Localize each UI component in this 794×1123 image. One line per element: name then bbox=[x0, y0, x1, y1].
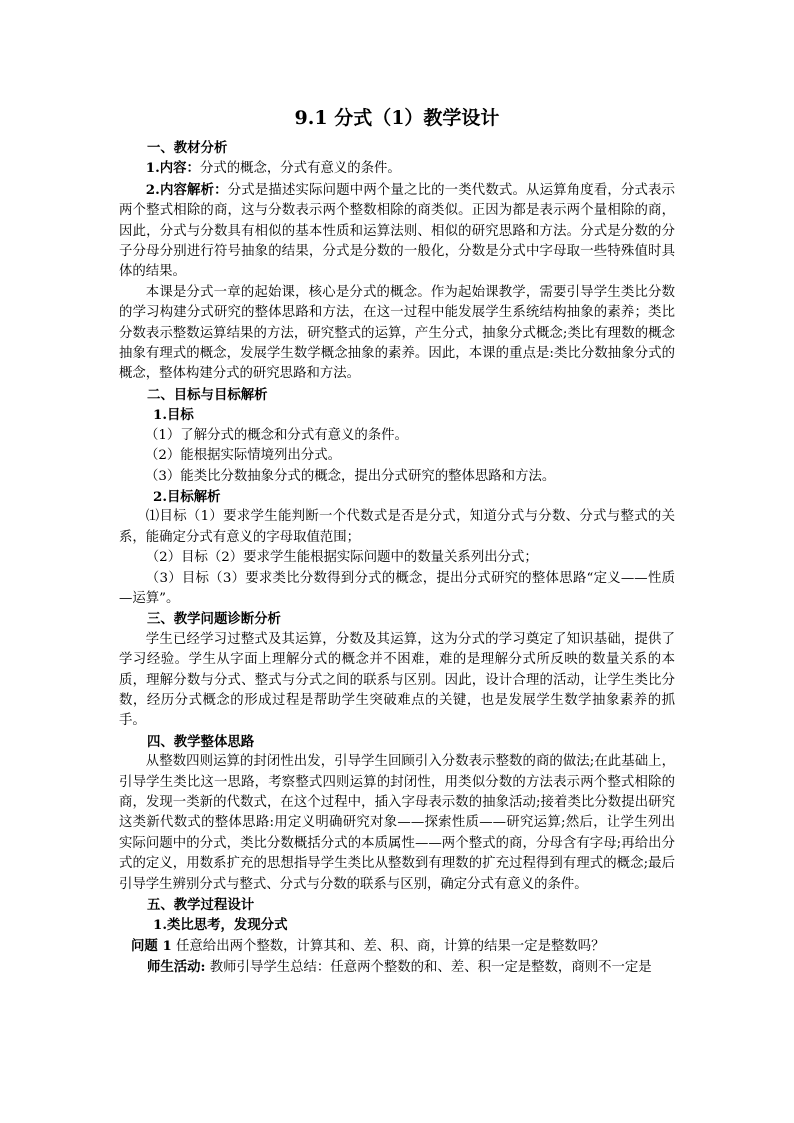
teacher-student-activity bbox=[119, 957, 675, 978]
section-heading-2: 二、目标与目标解析 bbox=[147, 386, 268, 403]
goal-analysis-1: ⑴目标（1）要求学生能判断一个代数式是否是分式，知道分式与分数、分式与整式的关系，能确定分式有意义的字母取值范围； bbox=[119, 509, 675, 545]
section-heading-1: 一、教材分析 bbox=[147, 140, 228, 156]
overall-idea-paragraph: 从整数四则运算的封闭性出发，引导学生回顾引入分数表示整数的商的做法;在此基础上，引导学生类比这一思路，考察整式四则运算的封闭性，用类似分数的方法表示两个整式相除的商，发现一类新的代数式，在这个过程中，插入字母表示数的抽象活动;接着类比分数提出研究这类新代数式的整体思路:用定义明确研究对象——探索性质——研究运算;然后，让学生列出实际问题中的分式，类比分数概括分式的本质属性——两个整式的商，分母含有字母;再给出分式的定义，用数系扩充的思想指导学生类比从整数到有理数的扩充过程得到有理式的概念;最后引导学生辨别分式与整式、分式与分数的联系与区别，确定分式有意义的条件。 bbox=[119, 754, 675, 892]
question-text: 任意给出两个整数，计算其和、差、积、商，计算的结果一定是整数吗？ bbox=[176, 938, 605, 954]
content-paragraph bbox=[119, 158, 675, 179]
goal-item-2: （2）能根据实际情境列出分式。 bbox=[145, 448, 341, 464]
goals-subheading: 1.目标 bbox=[153, 407, 194, 424]
section-heading-3: 三、教学问题诊断分析 bbox=[147, 611, 281, 628]
goal-analysis-subheading: 2.目标解析 bbox=[153, 488, 221, 505]
goal-item-3: （3）能类比分数抽象分式的概念，提出分式研究的整体思路和方法。 bbox=[145, 468, 556, 484]
section-heading-4: 四、教学整体思路 bbox=[147, 733, 255, 750]
content-label: 1.内容： bbox=[145, 160, 200, 177]
content-analysis-text: 分式是描述实际问题中两个量之比的一类代数式。从运算角度看，分式表示两个整式相除的商，这与分数表示两个整数相除的商类似。正因为都是表示两个量相除的商，因此，分式与分数具有相似的基本性质和运算法则、相似的研究思路和方法。分式是分数的分子分母分别进行符号抽象的结果，分式是分数的一般化，分数是分式中字母取一些特殊值时具体的结果。 bbox=[119, 182, 676, 280]
document-page bbox=[119, 104, 675, 979]
goal-analysis-2: （2）目标（2）要求学生能根据实际问题中的数量关系列出分式； bbox=[145, 550, 538, 566]
question-1 bbox=[119, 936, 675, 957]
content-analysis-paragraph bbox=[119, 180, 675, 283]
activity-text: 教师引导学生总结：任意两个整数的和、差、积一定是整数，商则不一定是 bbox=[209, 960, 652, 976]
content-text: 分式的概念，分式有意义的条件。 bbox=[199, 161, 401, 177]
diagnosis-paragraph: 学生已经学习过整式及其运算，分数及其运算，这为分式的学习奠定了知识基础，提供了学习经验。学生从字面上理解分式的概念并不困难，难的是理解分式所反映的数量关系的本质，理解分数与分式、整式与分式之间的联系与区别。因此，设计合理的活动，让学生类比分数，经历分式概念的形成过程是帮助学生突破难点的关键，也是发展学生数学抽象素养的抓手。 bbox=[119, 631, 675, 729]
content-analysis-label: 2.内容解析： bbox=[145, 181, 228, 198]
goal-item-1: （1）了解分式的概念和分式有意义的条件。 bbox=[145, 427, 408, 443]
page-title: 9.1 分式（1）教学设计 bbox=[294, 107, 500, 129]
activity-label: 师生活动: bbox=[147, 959, 206, 976]
goal-analysis-3: （3）目标（3）要求类比分数得到分式的概念，提出分式研究的整体思路“定义——性质—运算”。 bbox=[119, 570, 675, 606]
question-label: 问题 1 bbox=[131, 937, 172, 954]
section-heading-5: 五、教学过程设计 bbox=[147, 897, 255, 914]
process-subheading-1: 1.类比思考，发现分式 bbox=[153, 917, 288, 934]
lesson-core-paragraph: 本课是分式一章的起始课，核心是分式的概念。作为起始课教学，需要引导学生类比分数的学习构建分式研究的整体思路和方法，在这一过程中能发展学生系统结构抽象的素养；类比分数表示整数运算结果的方法，研究整式的运算，产生分式，抽象分式概念;类比有理数的概念抽象有理式的概念，发展学生数学概念抽象的素养。因此，本课的重点是:类比分数抽象分式的概念，整体构建分式的研究思路和方法。 bbox=[119, 284, 675, 382]
